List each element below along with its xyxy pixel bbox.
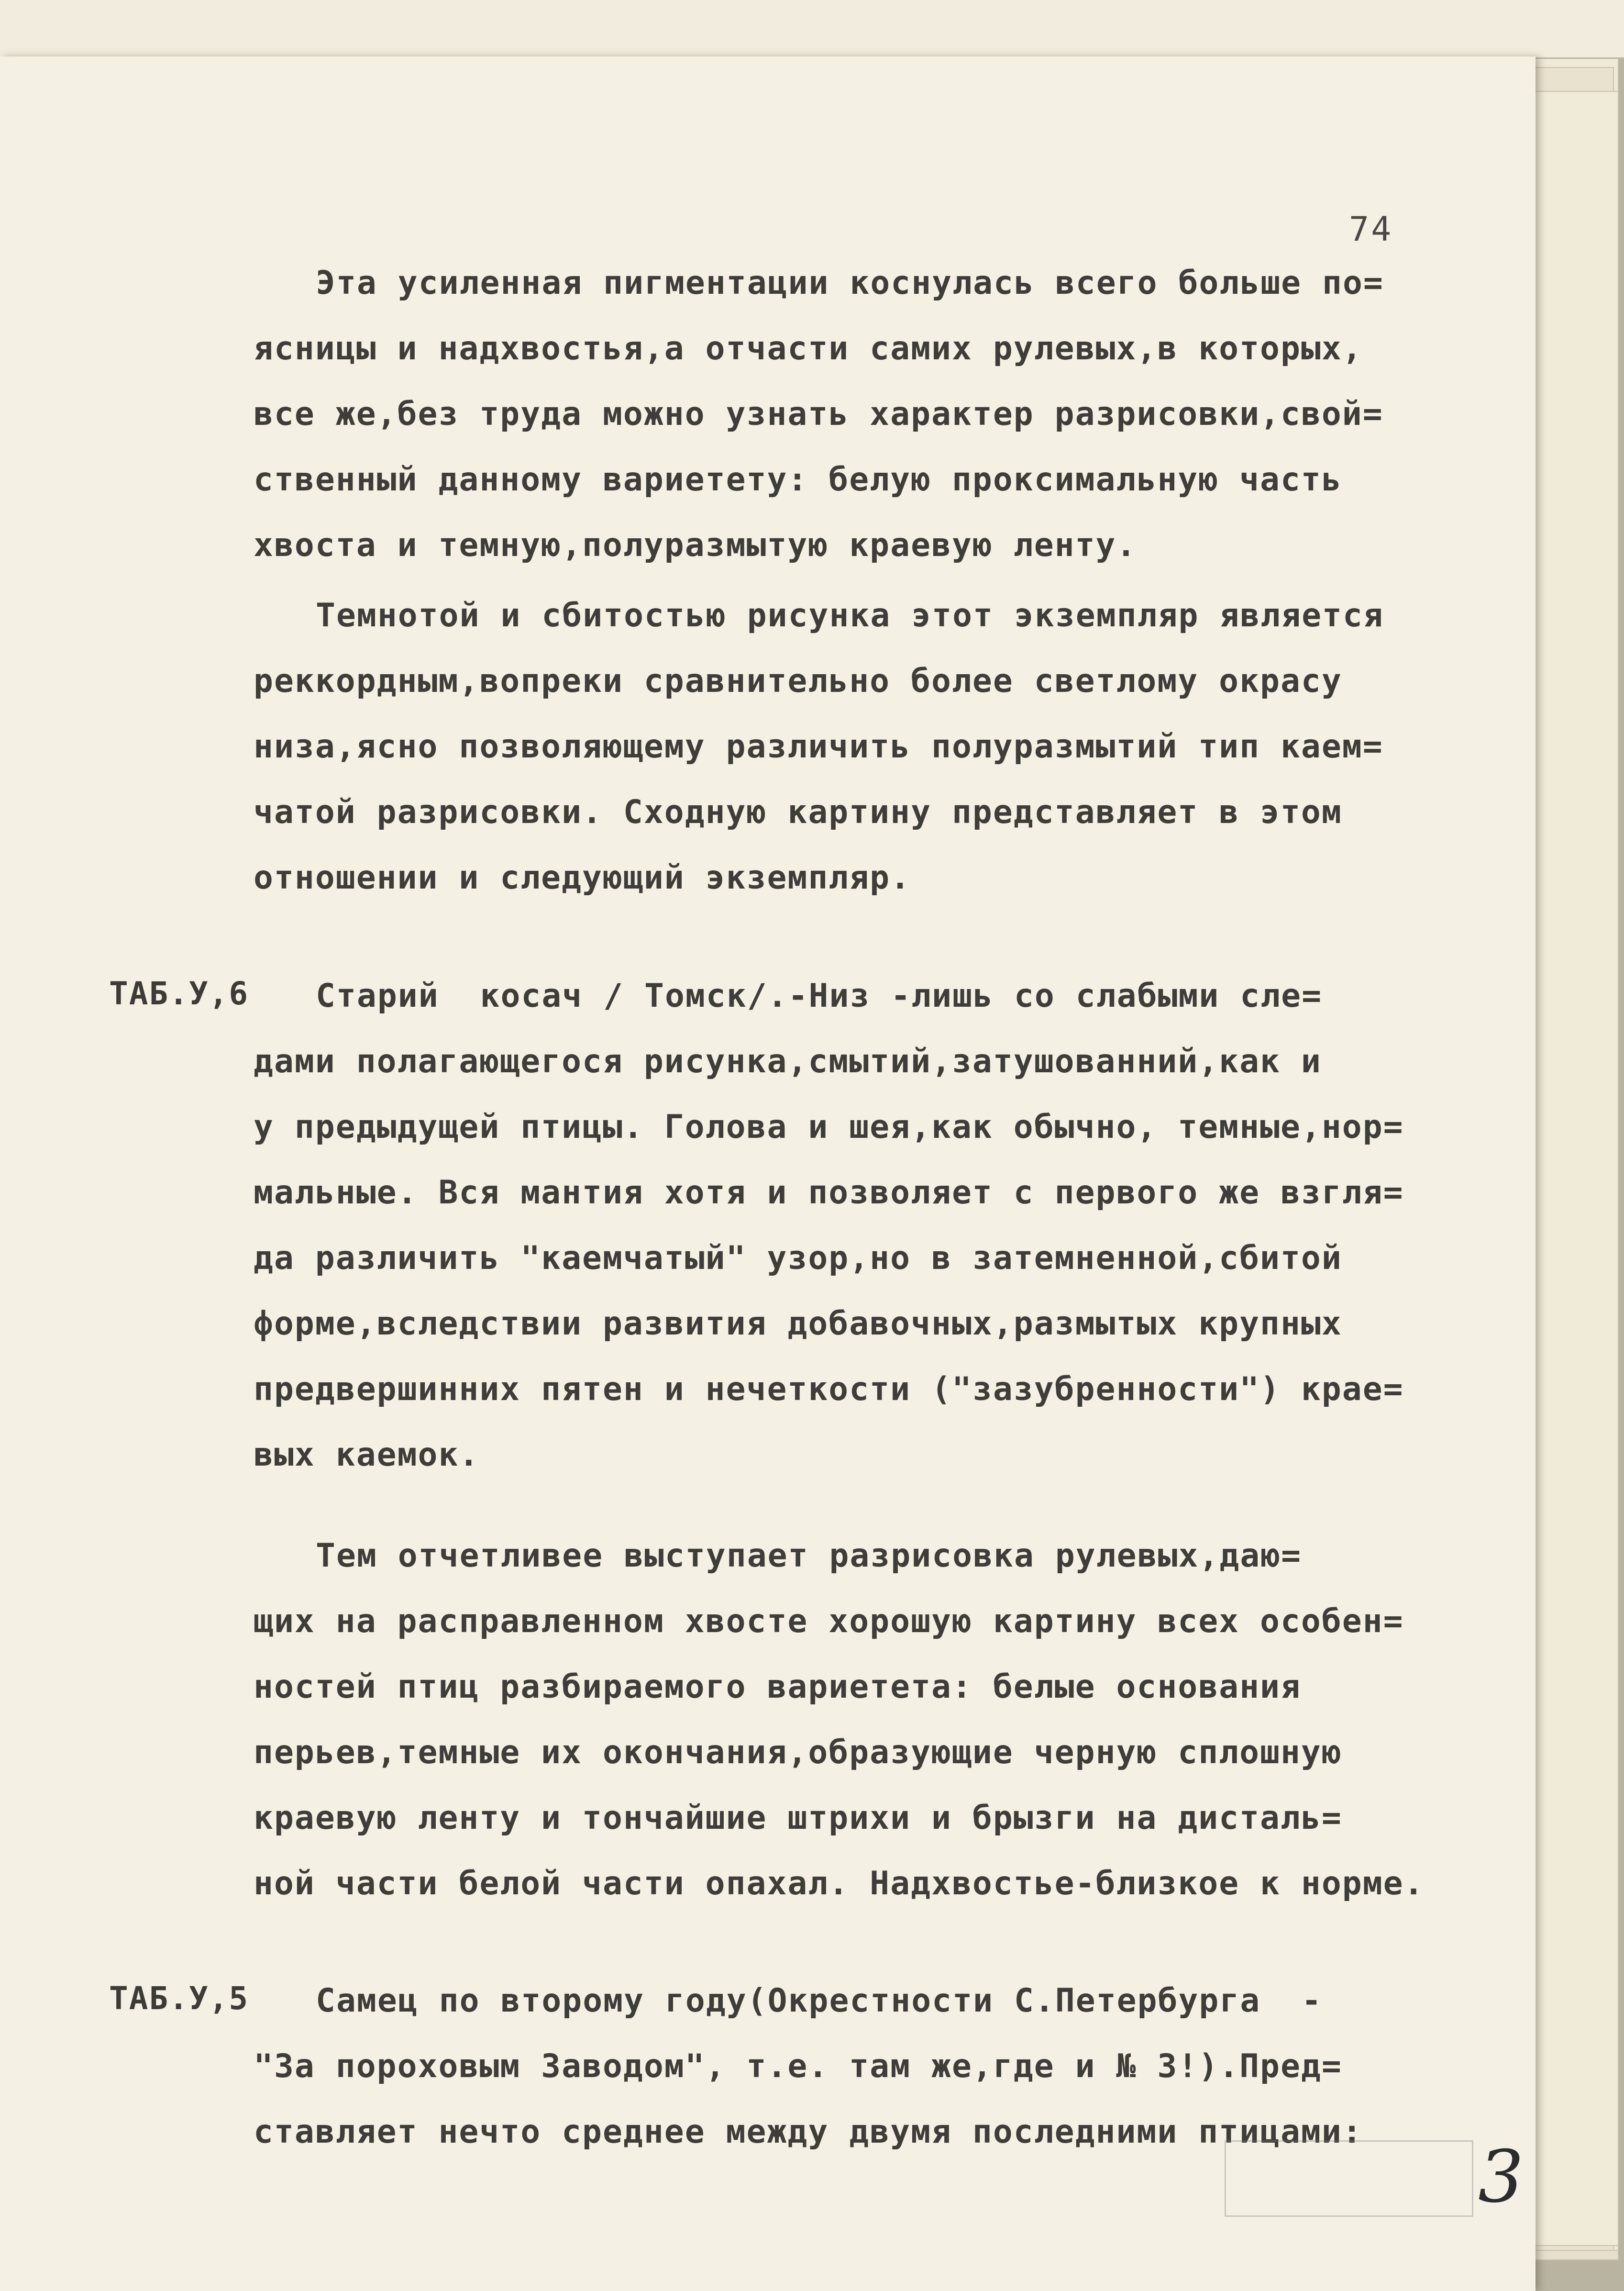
text-line: хвоста и темную,полуразмытую краевую ленту. [254, 526, 1137, 564]
text-line: отношении и следующий экземпляр. [254, 859, 911, 897]
previous-page-strip [0, 0, 1624, 59]
text-line: ставляет нечто среднее между двумя последними птицами: [254, 2113, 1363, 2151]
text-line: вых каемок. [254, 1436, 480, 1474]
text-line: у предыдущей птицы. Голова и шея,как обычно, темные,нор= [254, 1108, 1404, 1146]
plate-label-6: ТАБ.У,6 [109, 975, 249, 1012]
paragraph-3 [254, 1523, 1478, 1916]
text-line: ной части белой части опахал. Надхвостье-близкое к норме. [254, 1865, 1425, 1902]
text-line: "За пороховым Заводом", т.е. там же,где и № 3!).Пред= [254, 2047, 1342, 2085]
text-line: краевую ленту и тончайшие штрихи и брызги на дисталь= [254, 1799, 1342, 1837]
paragraph-1 [254, 250, 1478, 578]
text-line: реккордным,вопреки сравнительно более светлому окрасу [254, 662, 1342, 700]
text-line: дами полагающегося рисунка,смытий,затушованний,как и [254, 1043, 1322, 1080]
document-page [0, 56, 1536, 2291]
text-line: ностей птиц разбираемого вариетета: белые основания [254, 1668, 1301, 1706]
text-line: ственный данному вариетету: белую проксимальную часть [254, 461, 1342, 499]
text-line: ясницы и надхвостья,а отчасти самих рулевых,в которых, [254, 330, 1363, 367]
paragraph-2 [254, 583, 1478, 911]
text-line: Эта усиленная пигментации коснулась всего больше по= [316, 264, 1384, 302]
text-line: низа,ясно позволяющему различить полуразмытий тип каем= [254, 728, 1383, 766]
text-line: предвершинних пятен и нечеткости ("зазубренности") крае= [254, 1370, 1404, 1408]
text-line: чатой разрисовки. Сходную картину представляет в этом [254, 793, 1342, 831]
text-line: форме,вследствии развития добавочных,размытых крупных [254, 1305, 1342, 1343]
text-line: мальные. Вся мантия хотя и позволяет с первого же взгля= [254, 1174, 1404, 1212]
entry-1-text [254, 963, 1478, 1488]
plate-label-5: ТАБ.У,5 [109, 1980, 249, 2017]
text-line: да различить "каемчатый" узор,но в затемненной,сбитой [254, 1239, 1342, 1277]
text-line: все же,без труда можно узнать характер разрисовки,свой= [254, 395, 1383, 433]
archive-stamp [1225, 2140, 1473, 2217]
text-line: перьев,темные их окончания,образующие черную сплошную [254, 1734, 1342, 1771]
text-line: Темнотой и сбитостью рисунка этот экземпляр является [316, 597, 1384, 634]
text-line: щих на расправленном хвосте хорошую картину всех особен= [254, 1602, 1404, 1640]
text-line: Самец по второму году(Окрестности С.Петербурга - [316, 1982, 1323, 2020]
handwritten-mark: 3 [1478, 2135, 1524, 2219]
text-line: Старий косач / Томск/.-Низ -лишь со слабыми сле= [316, 977, 1323, 1015]
page-number: 74 [1349, 210, 1393, 249]
entry-2-text [254, 1968, 1478, 2165]
text-line: Тем отчетливее выступает разрисовка рулевых,даю= [316, 1537, 1302, 1575]
